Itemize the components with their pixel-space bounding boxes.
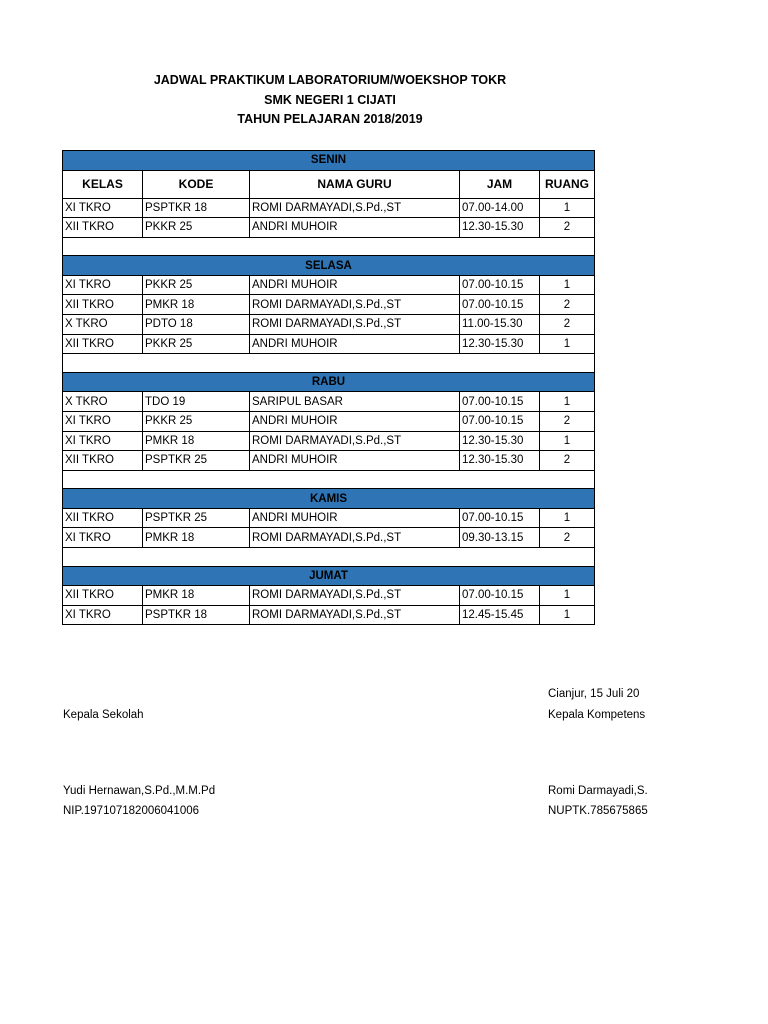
table-cell: SARIPUL BASAR <box>250 392 460 412</box>
table-row <box>63 431 595 451</box>
table-cell: ANDRI MUHOIR <box>250 218 460 238</box>
table-cell: 07.00-10.15 <box>460 508 540 528</box>
table-row <box>63 275 595 295</box>
table-cell: 2 <box>540 528 595 548</box>
table-cell: XI TKRO <box>63 431 143 451</box>
day-name: SELASA <box>63 256 595 276</box>
table-cell: 2 <box>540 295 595 315</box>
table-row <box>63 508 595 528</box>
table-cell: 12.45-15.45 <box>460 605 540 625</box>
column-header: KODE <box>143 170 250 198</box>
table-cell: XI TKRO <box>63 411 143 431</box>
table-cell: ROMI DARMAYADI,S.Pd.,ST <box>250 198 460 218</box>
table-cell: ROMI DARMAYADI,S.Pd.,ST <box>250 295 460 315</box>
column-header: JAM <box>460 170 540 198</box>
table-row <box>63 198 595 218</box>
table-cell: PSPTKR 18 <box>143 198 250 218</box>
day-header-row <box>63 256 595 276</box>
table-row <box>63 411 595 431</box>
table-cell: 12.30-15.30 <box>460 431 540 451</box>
day-name: KAMIS <box>63 489 595 509</box>
table-cell: XII TKRO <box>63 508 143 528</box>
table-cell: TDO 19 <box>143 392 250 412</box>
right-signatory-id: NUPTK.785675865 <box>548 805 648 817</box>
table-cell: ANDRI MUHOIR <box>250 334 460 354</box>
table-cell: PKKR 25 <box>143 411 250 431</box>
table-cell: ROMI DARMAYADI,S.Pd.,ST <box>250 431 460 451</box>
table-cell: 1 <box>540 431 595 451</box>
table-cell: XII TKRO <box>63 295 143 315</box>
table-cell: ANDRI MUHOIR <box>250 508 460 528</box>
table-cell: PKKR 25 <box>143 334 250 354</box>
title-line-1: JADWAL PRAKTIKUM LABORATORIUM/WOEKSHOP TOKR <box>153 73 507 87</box>
table-cell: XII TKRO <box>63 586 143 606</box>
table-cell: 12.30-15.30 <box>460 218 540 238</box>
table-cell: XI TKRO <box>63 198 143 218</box>
table-cell: XII TKRO <box>63 451 143 471</box>
day-name: RABU <box>63 372 595 392</box>
table-cell: XII TKRO <box>63 218 143 238</box>
table-cell: XI TKRO <box>63 605 143 625</box>
column-header: NAMA GURU <box>250 170 460 198</box>
table-cell: PMKR 18 <box>143 431 250 451</box>
table-cell: ANDRI MUHOIR <box>250 451 460 471</box>
table-row <box>63 295 595 315</box>
column-header: RUANG <box>540 170 595 198</box>
column-header-row <box>63 170 595 198</box>
table-cell: 2 <box>540 451 595 471</box>
table-cell: 07.00-10.15 <box>460 295 540 315</box>
table-cell: 07.00-10.15 <box>460 411 540 431</box>
table-cell: 1 <box>540 586 595 606</box>
table-cell: 07.00-10.15 <box>460 586 540 606</box>
table-cell: 1 <box>540 198 595 218</box>
left-signatory-id: NIP.197107182006041006 <box>63 805 200 817</box>
table-cell: 1 <box>540 605 595 625</box>
table-row <box>63 334 595 354</box>
table-cell: ROMI DARMAYADI,S.Pd.,ST <box>250 605 460 625</box>
table-cell: ROMI DARMAYADI,S.Pd.,ST <box>250 528 460 548</box>
right-signatory-name: Romi Darmayadi,S. <box>548 785 648 797</box>
table-cell: X TKRO <box>63 392 143 412</box>
spacer-row <box>63 237 595 256</box>
table-cell: ANDRI MUHOIR <box>250 411 460 431</box>
day-header-row <box>63 489 595 509</box>
table-cell: 12.30-15.30 <box>460 451 540 471</box>
table-cell: ANDRI MUHOIR <box>250 275 460 295</box>
table-row <box>63 218 595 238</box>
table-cell: 1 <box>540 334 595 354</box>
table-cell: 1 <box>540 508 595 528</box>
table-cell: 07.00-10.15 <box>460 392 540 412</box>
table-cell: PKKR 25 <box>143 218 250 238</box>
table-cell: ROMI DARMAYADI,S.Pd.,ST <box>250 315 460 335</box>
table-row <box>63 586 595 606</box>
spacer-row <box>63 548 595 567</box>
table-cell: ROMI DARMAYADI,S.Pd.,ST <box>250 586 460 606</box>
title-line-2: SMK NEGERI 1 CIJATI <box>264 92 396 107</box>
place-date: Cianjur, 15 Juli 20 <box>548 688 640 700</box>
table-cell: PMKR 18 <box>143 528 250 548</box>
table-cell: PSPTKR 18 <box>143 605 250 625</box>
table-cell: PDTO 18 <box>143 315 250 335</box>
table-cell: 2 <box>540 218 595 238</box>
table-row <box>63 605 595 625</box>
table-cell: 07.00-10.15 <box>460 275 540 295</box>
table-cell: X TKRO <box>63 315 143 335</box>
table-row <box>63 315 595 335</box>
table-row <box>63 451 595 471</box>
day-header-row <box>63 372 595 392</box>
table-cell: XI TKRO <box>63 528 143 548</box>
table-cell: 2 <box>540 315 595 335</box>
schedule-table <box>62 150 595 625</box>
right-signatory-role: Kepala Kompetens <box>548 709 646 721</box>
spacer-row <box>63 470 595 489</box>
table-cell: 07.00-14.00 <box>460 198 540 218</box>
day-header-row <box>63 151 595 171</box>
title-line-3: TAHUN PELAJARAN 2018/2019 <box>237 112 423 126</box>
table-cell: 11.00-15.30 <box>460 315 540 335</box>
day-name: SENIN <box>63 151 595 171</box>
day-header-row <box>63 566 595 586</box>
table-cell: 12.30-15.30 <box>460 334 540 354</box>
table-cell: 2 <box>540 411 595 431</box>
table-cell: 1 <box>540 275 595 295</box>
day-name: JUMAT <box>63 566 595 586</box>
table-row <box>63 392 595 412</box>
table-cell: PMKR 18 <box>143 586 250 606</box>
document-title <box>0 71 660 130</box>
left-signatory-role: Kepala Sekolah <box>63 709 144 721</box>
spacer-row <box>63 354 595 373</box>
table-cell: PMKR 18 <box>143 295 250 315</box>
table-cell: PKKR 25 <box>143 275 250 295</box>
table-cell: 1 <box>540 392 595 412</box>
table-row <box>63 528 595 548</box>
table-cell: PSPTKR 25 <box>143 451 250 471</box>
left-signatory-name: Yudi Hernawan,S.Pd.,M.M.Pd <box>63 785 216 797</box>
table-cell: 09.30-13.15 <box>460 528 540 548</box>
column-header: KELAS <box>63 170 143 198</box>
table-cell: XII TKRO <box>63 334 143 354</box>
table-cell: XI TKRO <box>63 275 143 295</box>
table-cell: PSPTKR 25 <box>143 508 250 528</box>
